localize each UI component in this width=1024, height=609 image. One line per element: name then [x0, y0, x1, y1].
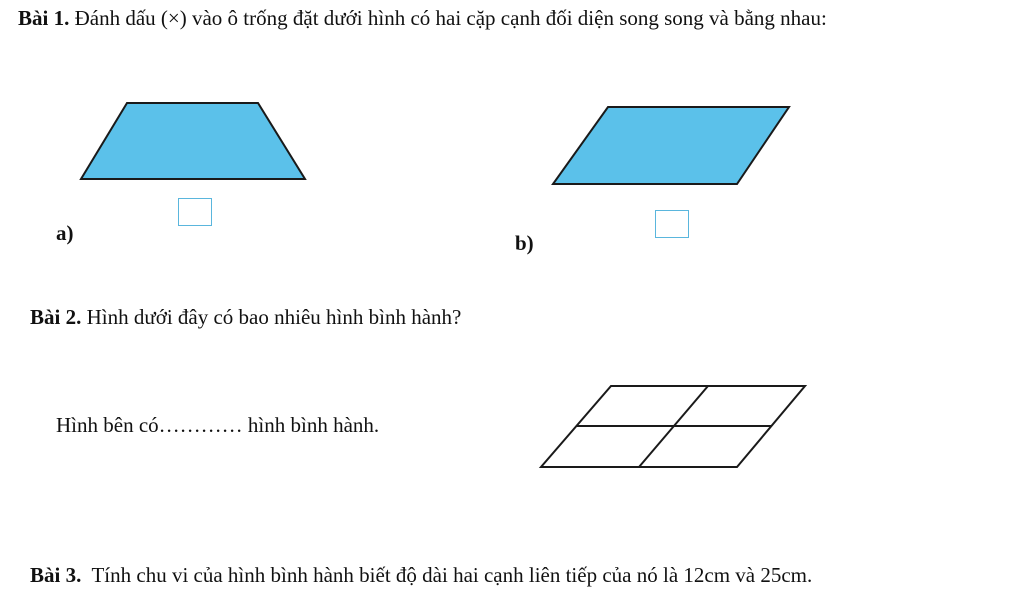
option-b-label: b) — [515, 231, 534, 255]
exercise-1-instruction: Đánh dấu (×) vào ô trống đặt dưới hình có hai cặp cạnh đối diện song song và bằng nhau: — [74, 6, 827, 30]
exercise-3-title: Bài 3. — [30, 563, 82, 587]
exercise-2-title: Bài 2. — [30, 305, 82, 329]
exercise-1-title: Bài 1. — [18, 6, 70, 30]
answer-prefix: Hình bên có — [56, 413, 159, 437]
exercise-3-instruction: Tính chu vi của hình bình hành biết độ dài hai cạnh liên tiếp của nó là 12cm và 25cm. — [91, 563, 813, 587]
exercise-2-instruction: Hình dưới đây có bao nhiêu hình bình hành? — [86, 305, 462, 329]
option-a-label: a) — [56, 221, 74, 245]
answer-suffix: hình bình hành. — [247, 413, 380, 437]
exercise-3-prompt — [30, 563, 812, 588]
answer-blank[interactable]: ………… — [158, 413, 243, 437]
